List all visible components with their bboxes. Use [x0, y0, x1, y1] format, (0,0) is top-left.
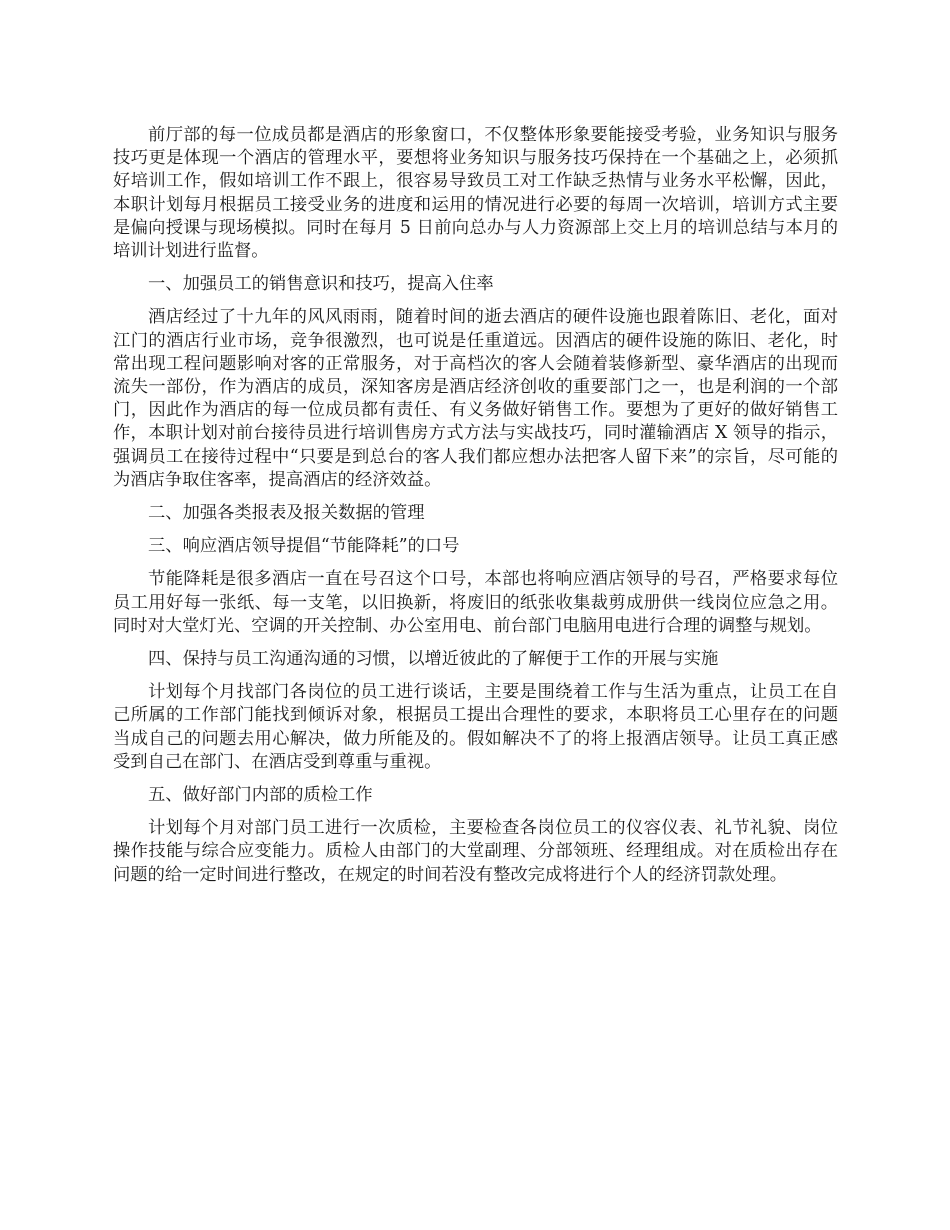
section-heading-communication: 四、保持与员工沟通沟通的习惯，以增近彼此的了解便于工作的开展与实施 [148, 649, 719, 670]
paragraph-training-intro: 前厅部的每一位成员都是酒店的形象窗口，不仅整体形象要能接受考验，业务知识与服务技巧更是体现一个酒店的管理水平，要想将业务知识与服务技巧保持在一个基础之上，必须抓好培训工作，假如培训工作不跟上，很容易导致员工对工作缺乏热情与业务水平松懈，因此，本职计划每月根据员工接受业务的进度和运用的情况进行必要的每周一次培训，培训方式主要是偏向授课与现场模拟。同时在每月 5 日前向总办与人力资源部上交上月的培训总结与本月的培训计划进行监督。 [113, 125, 838, 262]
section-heading-reports: 二、加强各类报表及报关数据的管理 [148, 503, 425, 524]
paragraph-sales: 酒店经过了十九年的风风雨雨，随着时间的逝去酒店的硬件设施也跟着陈旧、老化，面对江门的酒店行业市场，竞争很激烈，也可说是任重道远。因酒店的硬件设施的陈旧、老化，时常出现工程问题影响对客的正常服务，对于高档次的客人会随着装修新型、豪华酒店的出现而流失一部份，作为酒店的成员，深知客房是酒店经济创收的重要部门之一，也是利润的一个部门，因此作为酒店的每一位成员都有责任、有义务做好销售工作。要想为了更好的做好销售工作，本职计划对前台接待员进行培训售房方式方法与实战技巧，同时灌输酒店 X 领导的指示，强调员工在接待过程中“只要是到总台的客人我们都应想办法把客人留下来”的宗旨，尽可能的为酒店争取住客率，提高酒店的经济效益。 [113, 307, 838, 490]
section-heading-energy: 三、响应酒店领导提倡“节能降耗”的口号 [148, 536, 460, 557]
section-heading-quality: 五、做好部门内部的质检工作 [148, 785, 373, 806]
section-heading-sales: 一、加强员工的销售意识和技巧，提高入住率 [148, 274, 494, 295]
document-body [113, 124, 838, 897]
paragraph-energy: 节能降耗是很多酒店一直在号召这个口号，本部也将响应酒店领导的号召，严格要求每位员工用好每一张纸、每一支笔，以旧换新，将废旧的纸张收集裁剪成册供一线岗位应急之用。同时对大堂灯光、空调的开关控制、办公室用电、前台部门电脑用电进行合理的调整与规划。 [113, 569, 838, 636]
paragraph-communication: 计划每个月找部门各岗位的员工进行谈话，主要是围绕着工作与生活为重点，让员工在自己所属的工作部门能找到倾诉对象，根据员工提出合理性的要求，本职将员工心里存在的问题当成自己的问题去用心解决，做力所能及的。假如解决不了的将上报酒店领导。让员工真正感受到自己在部门、在酒店受到尊重与重视。 [113, 682, 838, 772]
paragraph-quality: 计划每个月对部门员工进行一次质检，主要检查各岗位员工的仪容仪表、礼节礼貌、岗位操作技能与综合应变能力。质检人由部门的大堂副理、分部领班、经理组成。对在质检出存在问题的给一定时间进行整改，在规定的时间若没有整改完成将进行个人的经济罚款处理。 [113, 818, 838, 885]
